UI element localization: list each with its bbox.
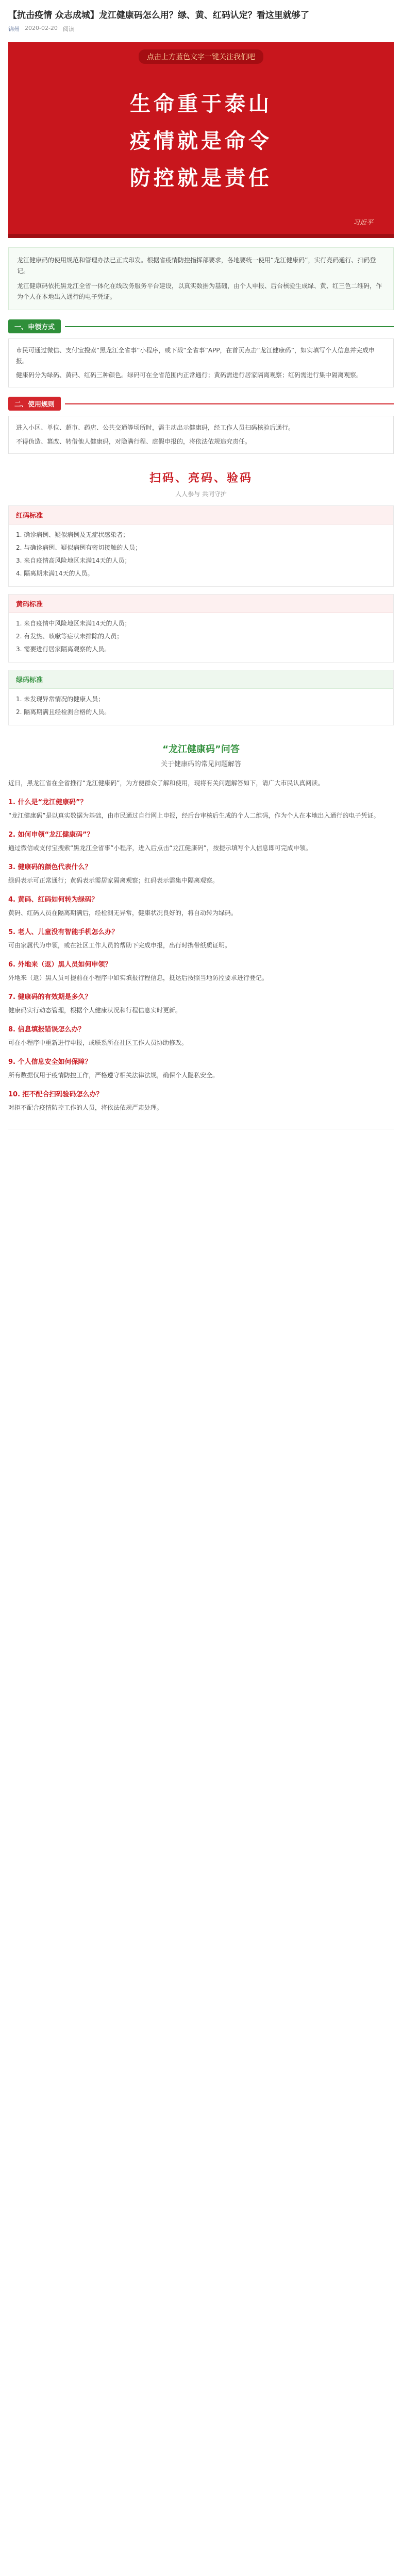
qa-question: 10. 拒不配合扫码验码怎么办？ bbox=[8, 1091, 103, 1098]
list-item: 1. 确诊病例、疑似病例及无症状感染者； bbox=[16, 531, 129, 538]
qa-question: 2. 如何申领“龙江健康码”？ bbox=[8, 831, 94, 839]
section-2-text-2: 不得伪造、篡改、转借他人健康码，对隐瞒行程、虚假申报的，将依法依规追究责任。 bbox=[16, 438, 252, 445]
qa-answer: 通过微信或支付宝搜索“黑龙江全省事”小程序，进入后点击“龙江健康码”，按提示填写个人信息即可完成申领。 bbox=[8, 844, 312, 852]
qa-question: 4. 黄码、红码如何转为绿码？ bbox=[8, 896, 98, 904]
qa-item bbox=[8, 1024, 394, 1048]
slogan-text: 扫码、亮码、验码 bbox=[149, 471, 253, 485]
qa-item bbox=[8, 894, 394, 919]
qa-item bbox=[8, 1089, 394, 1113]
qa-item bbox=[8, 992, 394, 1016]
qa-answer: 所有数据仅用于疫情防控工作，严格遵守相关法律法规，确保个人隐私安全。 bbox=[8, 1072, 219, 1079]
publish-date: 2020-02-20 bbox=[25, 25, 58, 31]
section-label-2: 二、使用规则 bbox=[8, 397, 61, 411]
qa-list bbox=[8, 797, 394, 1113]
qa-item bbox=[8, 797, 394, 821]
banner-top bbox=[8, 49, 394, 64]
section-box-1 bbox=[8, 338, 394, 387]
list-item: 2. 与确诊病例、疑似病例有密切接触的人员； bbox=[16, 544, 142, 551]
red-code-list bbox=[9, 524, 393, 586]
article-title: 【抗击疫情 众志成城】龙江健康码怎么用？绿、黄、红码认定？看这里就够了 bbox=[8, 10, 309, 21]
yellow-code-list bbox=[9, 613, 393, 662]
qa-subtitle: 关于健康码的常见问题解答 bbox=[160, 760, 241, 768]
qa-answer: “龙江健康码”是以真实数据为基础，由市民通过自行网上申报，经后台审核后生成的个人二维码，作为个人在本地出入通行的电子凭证。 bbox=[8, 812, 380, 819]
qa-question: 9. 个人信息安全如何保障？ bbox=[8, 1058, 92, 1066]
article-header bbox=[0, 0, 402, 38]
section-1-text-2: 健康码分为绿码、黄码、红码三种颜色。绿码可在全省范围内正常通行；黄码需进行居家隔离观察；红码需进行集中隔离观察。 bbox=[16, 371, 363, 379]
qa-question: 3. 健康码的颜色代表什么？ bbox=[8, 863, 92, 871]
section-2-text-1: 进入小区、单位、超市、药店、公共交通等场所时，需主动出示健康码，经工作人员扫码核验后通行。 bbox=[16, 424, 295, 431]
qa-question: 7. 健康码的有效期是多久？ bbox=[8, 993, 92, 1001]
qa-answer: 绿码表示可正常通行；黄码表示需居家隔离观察；红码表示需集中隔离观察。 bbox=[8, 877, 219, 884]
section-rule bbox=[65, 403, 394, 404]
qa-item bbox=[8, 862, 394, 886]
banner-line-3: 防控就是责任 bbox=[130, 166, 272, 190]
qa-question: 1. 什么是“龙江健康码”？ bbox=[8, 799, 87, 806]
list-item: 1. 未发现异常情况的健康人员； bbox=[16, 696, 105, 703]
section-box-2 bbox=[8, 416, 394, 454]
slogan-block bbox=[8, 469, 394, 498]
banner-line-1: 生命重于泰山 bbox=[130, 92, 272, 116]
section-label-1: 一、申领方式 bbox=[8, 319, 61, 333]
qa-question: 8. 信息填报错误怎么办？ bbox=[8, 1026, 85, 1033]
yellow-code-card bbox=[8, 594, 394, 663]
red-code-card bbox=[8, 505, 394, 587]
section-rule bbox=[65, 326, 394, 327]
list-item: 1. 来自疫情中风险地区未满14天的人员； bbox=[16, 620, 131, 627]
qa-item bbox=[8, 1057, 394, 1081]
list-item: 4. 隔离期未满14天的人员。 bbox=[16, 570, 94, 577]
banner-signature: 习近平 bbox=[353, 219, 373, 227]
qa-item bbox=[8, 829, 394, 854]
follow-tag[interactable]: 点击上方蓝色文字一键关注我们吧 bbox=[139, 49, 263, 64]
qa-answer: 健康码实行动态管理，根据个人健康状况和行程信息实时更新。 bbox=[8, 1007, 182, 1014]
qa-question: 6. 外地来（返）黑人员如何申领？ bbox=[8, 961, 112, 969]
list-item: 2. 有发热、咳嗽等症状未排除的人员； bbox=[16, 633, 123, 640]
slogan-subtext: 人人参与 共同守护 bbox=[175, 490, 227, 498]
red-code-title: 红码标准 bbox=[9, 506, 393, 524]
green-code-card bbox=[8, 670, 394, 725]
qa-answer: 可在小程序中重新进行申报，或联系所在社区工作人员协助修改。 bbox=[8, 1039, 188, 1046]
section-head-2 bbox=[8, 397, 394, 411]
qa-answer: 对拒不配合疫情防控工作的人员，将依法依规严肃处理。 bbox=[8, 1104, 163, 1111]
author-link[interactable]: 锦州 bbox=[8, 26, 20, 32]
green-code-list bbox=[9, 689, 393, 725]
qa-item bbox=[8, 959, 394, 984]
qa-answer: 黄码、红码人员在隔离期满后，经检测无异常，健康状况良好的，将自动转为绿码。 bbox=[8, 909, 238, 917]
qa-item bbox=[8, 927, 394, 951]
qa-intro: 近日，黑龙江省在全省推行“龙江健康码”，为方便群众了解和使用，现将有关问题解答如下，请广大市民认真阅读。 bbox=[8, 779, 324, 787]
views-label: 阅读 bbox=[62, 26, 74, 32]
intro-paragraph-2: 龙江健康码依托黑龙江全省一体化在线政务服务平台建设，以真实数据为基础，由个人申报、后台核验生成绿、黄、红三色二维码，作为个人在本地出入通行的电子凭证。 bbox=[17, 282, 382, 300]
banner-line-2: 疫情就是命令 bbox=[130, 129, 272, 153]
list-item: 2. 隔离期满且经检测合格的人员。 bbox=[16, 708, 111, 716]
qa-question: 5. 老人、儿童没有智能手机怎么办？ bbox=[8, 928, 119, 936]
list-item: 3. 需要进行居家隔离观察的人员。 bbox=[16, 646, 111, 653]
intro-paragraph-1: 龙江健康码的使用规范和管理办法已正式印发。根据省疫情防控指挥部要求，各地要统一使用“龙江健康码”，实行亮码通行、扫码登记。 bbox=[17, 257, 376, 275]
intro-box bbox=[8, 247, 394, 310]
hero-banner bbox=[8, 42, 394, 238]
qa-title-block bbox=[8, 742, 394, 768]
green-code-title: 绿码标准 bbox=[9, 670, 393, 689]
section-1-text-1: 市民可通过微信、支付宝搜索“黑龙江全省事”小程序，或下载“全省事”APP，在首页点击“龙江健康码”，如实填写个人信息并完成申报。 bbox=[16, 347, 375, 365]
qa-answer: 可由家属代为申领，或在社区工作人员的帮助下完成申报，出行时携带纸质证明。 bbox=[8, 942, 231, 949]
yellow-code-title: 黄码标准 bbox=[9, 595, 393, 613]
section-head-1 bbox=[8, 319, 394, 333]
qa-title: “龙江健康码”问答 bbox=[162, 744, 240, 755]
qa-answer: 外地来（返）黑人员可提前在小程序中如实填报行程信息，抵达后按照当地防控要求进行登记。 bbox=[8, 974, 269, 981]
banner-stripe bbox=[8, 234, 394, 238]
article-meta bbox=[8, 25, 394, 33]
list-item: 3. 来自疫情高风险地区未满14天的人员； bbox=[16, 557, 131, 564]
